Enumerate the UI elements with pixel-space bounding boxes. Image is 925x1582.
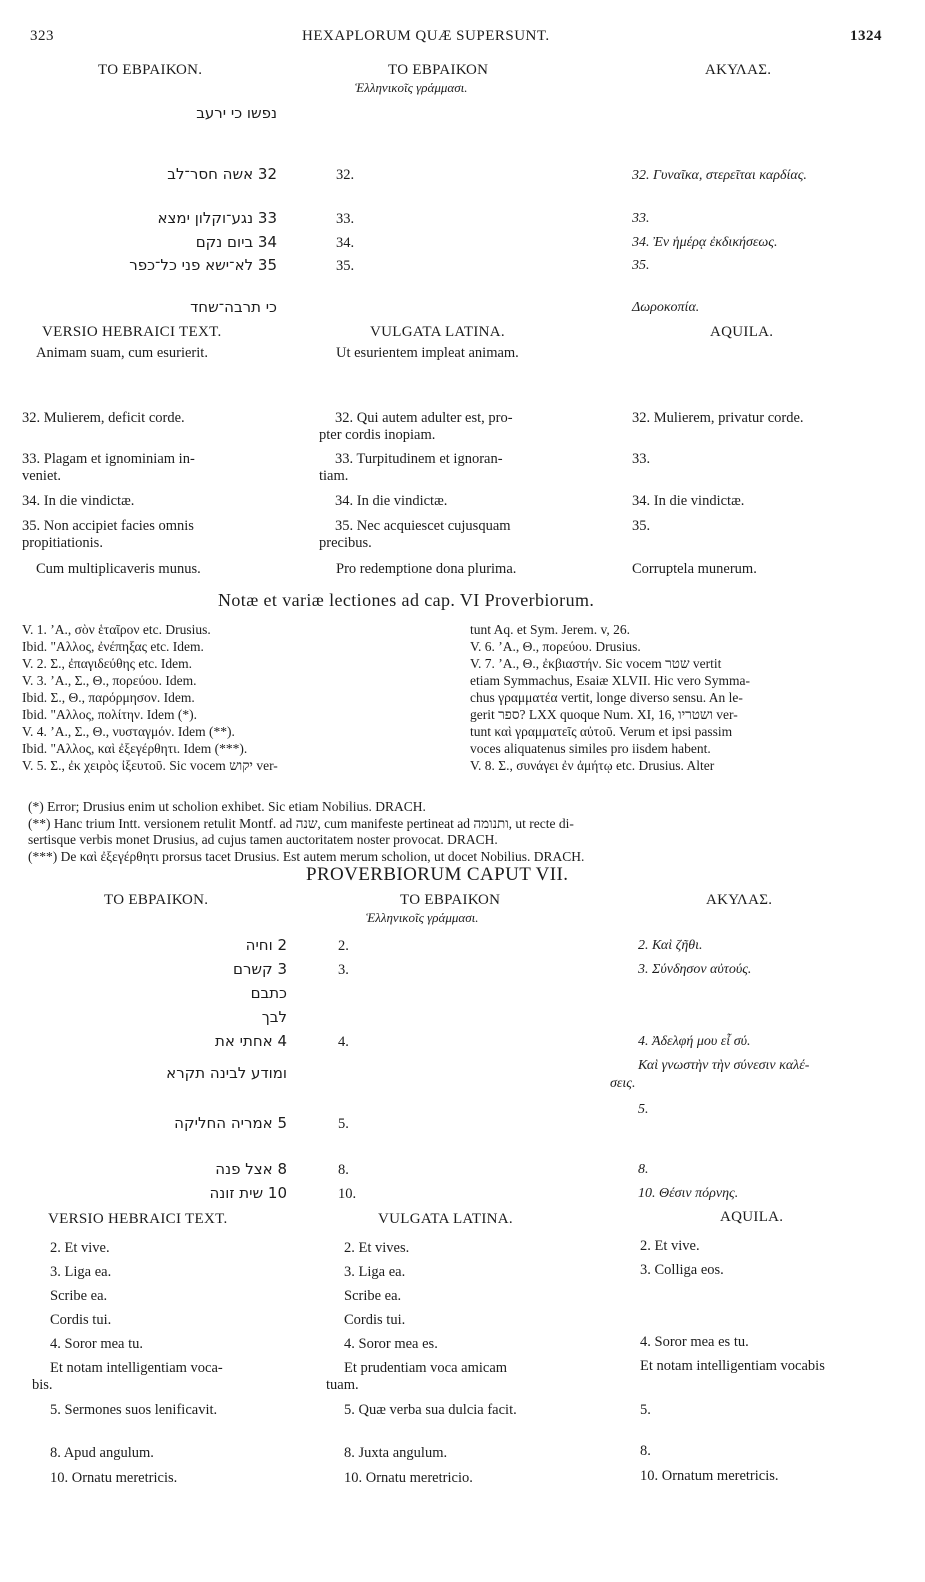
vulgata-line: 10. Ornatu meretricio. — [344, 1470, 473, 1486]
aquila-latin-line: 5. — [640, 1402, 651, 1418]
hebrew-line: 5 אמריה החליקה — [174, 1114, 287, 1132]
hebrew-line: 2 וחיה — [245, 936, 287, 954]
aquila-greek-line: 5. — [638, 1102, 649, 1117]
hebrew-line: 4 אחתי את — [214, 1032, 287, 1050]
page-number-left: 323 — [30, 28, 54, 44]
aquila-greek-line: 4. Ἀδελφή μου εἶ σύ. — [638, 1034, 751, 1049]
notes-left-column — [22, 621, 452, 774]
vulgata-line: Ut esurientem impleat animam. — [336, 345, 519, 361]
aquila-greek-line: 2. Καὶ ζῆθι. — [638, 938, 703, 953]
translit-number: 34. — [336, 235, 355, 251]
versio-line: veniet. — [22, 468, 62, 484]
vulgata-line: precibus. — [319, 535, 372, 551]
latin-head-vulgata: VULGATA LATINA. — [370, 324, 505, 340]
translit-number: 4. — [338, 1034, 349, 1050]
aquila-latin-line: 33. — [632, 451, 651, 467]
hebrew-line: נפשו כי ירעב — [196, 104, 277, 122]
vulgata-line: tuam. — [326, 1377, 359, 1393]
aquila-greek-line: 32. Γυναῖκα, στερεῖται καρδίας. — [632, 168, 807, 183]
translit-number: 10. — [338, 1186, 357, 1202]
latin-head-aquila: AQUILA. — [720, 1209, 784, 1225]
aquila-greek-line: 33. — [632, 211, 650, 226]
vulgata-line: Cordis tui. — [344, 1312, 406, 1328]
hebrew-line: ומודע לבינה תקרא — [166, 1064, 287, 1082]
versio-line: Animam suam, cum esurierit. — [36, 345, 208, 361]
aquila-greek-line: 8. — [638, 1162, 649, 1177]
versio-line: 10. Ornatu meretricis. — [50, 1470, 178, 1486]
note-line: Ibid. "Αλλος, καὶ ἐξεγέρθητι. Idem (***). — [22, 741, 248, 756]
versio-line: Scribe ea. — [50, 1288, 108, 1304]
aquila-greek-line: 35. — [632, 258, 650, 273]
col-head-translit-sub: Ἑλληνικοῖς γράμμασι. — [366, 910, 479, 925]
aquila-greek-line: Δωροκοπία. — [632, 300, 700, 315]
footnotes — [28, 799, 908, 865]
translit-number: 5. — [338, 1116, 349, 1132]
hebrew-line: 32 אשה חסר־לב — [167, 165, 277, 183]
col-head-aquila: ΑΚΥΛΑΣ. — [706, 892, 773, 908]
running-title: HEXAPLORUM QUÆ SUPERSUNT. — [302, 28, 550, 44]
vulgata-line: 35. Nec acquiescet cujusquam — [335, 518, 511, 534]
col-head-hebrew: ΤΟ ΕΒΡΑΙΚΟΝ. — [98, 62, 203, 78]
note-line: V. 4. ’Α., Σ., Θ., νυσταγμόν. Idem (**). — [22, 724, 235, 739]
hebrew-line: 3 קשרם — [232, 960, 287, 978]
hebrew-line: כי תרבה־שחד — [190, 298, 277, 316]
note-line: tunt Aq. et Sym. Jerem. v, 26. — [470, 622, 630, 637]
versio-line: 4. Soror mea tu. — [50, 1336, 144, 1352]
aquila-latin-line: 34. In die vindictæ. — [632, 493, 745, 509]
vulgata-line: 33. Turpitudinem et ignoran- — [335, 451, 503, 467]
notes-title: Notæ et variæ lectiones ad cap. VI Proverbiorum. — [218, 590, 595, 610]
col-head-translit: ΤΟ ΕΒΡΑΙΚΟΝ — [388, 62, 489, 78]
aquila-latin-line: 3. Colliga eos. — [640, 1262, 724, 1278]
aquila-greek-line: Καὶ γνωστὴν τὴν σύνεσιν καλέ- — [638, 1058, 810, 1073]
versio-line: 8. Apud angulum. — [50, 1445, 154, 1461]
col-head-translit-sub: Ἑλληνικοῖς γράμμασι. — [355, 80, 468, 95]
vulgata-line: Scribe ea. — [344, 1288, 402, 1304]
versio-line: 2. Et vive. — [50, 1240, 110, 1256]
note-line: etiam Symmachus, Esaiæ XLVII. Hic vero Symma- — [470, 673, 750, 688]
hebrew-line: 34 ביום נקם — [195, 233, 277, 251]
versio-line: Cum multiplicaveris munus. — [36, 561, 201, 577]
versio-line: Cordis tui. — [50, 1312, 112, 1328]
chapter-title: PROVERBIORUM CAPUT VII. — [306, 864, 569, 885]
aquila-latin-line: 35. — [632, 518, 651, 534]
versio-line: 32. Mulierem, deficit corde. — [22, 410, 185, 426]
versio-line: 35. Non accipiet facies omnis — [22, 518, 194, 534]
hebrew-line: 35 לא־ישא פני כל־כפר — [129, 256, 277, 274]
col-head-aquila: ΑΚΥΛΑΣ. — [705, 62, 772, 78]
col-head-hebrew: ΤΟ ΕΒΡΑΙΚΟΝ. — [104, 892, 209, 908]
versio-line: 33. Plagam et ignominiam in- — [22, 451, 195, 467]
notes-right-column — [470, 621, 910, 774]
translit-number: 2. — [338, 938, 349, 954]
note-line: V. 1. ’Α., σὸν ἑταῖρον etc. Drusius. — [22, 622, 211, 637]
note-line: Ibid. "Αλλος, πολίτην. Idem (*). — [22, 707, 198, 722]
hebrew-line: כתבם — [250, 984, 287, 1002]
vulgata-line: 8. Juxta angulum. — [344, 1445, 448, 1461]
aquila-greek-line: σεις. — [610, 1076, 636, 1091]
note-line: V. 8. Σ., συνάγει ἐν ἀμήτῳ etc. Drusius. Alter — [470, 758, 715, 773]
note-line: V. 5. Σ., ἐκ χειρὸς ἰξευτοῦ. Sic vocem יקוש ver- — [22, 758, 278, 773]
hebrew-line: 10 שית זונה — [209, 1184, 287, 1202]
vulgata-line: 5. Quæ verba sua dulcia facit. — [344, 1402, 517, 1418]
vulgata-line: 34. In die vindictæ. — [335, 493, 448, 509]
vulgata-line: 32. Qui autem adulter est, pro- — [335, 410, 513, 426]
vulgata-line: 4. Soror mea es. — [344, 1336, 438, 1352]
hebrew-line: 33 נגע־וקלון ימצא — [157, 209, 277, 227]
aquila-latin-line: 32. Mulierem, privatur corde. — [632, 410, 804, 426]
aquila-greek-line: 34. Ἐν ἡμέρᾳ ἐκδικήσεως. — [632, 235, 778, 250]
aquila-greek-line: 10. Θέσιν πόρνης. — [638, 1186, 739, 1201]
latin-head-vulgata: VULGATA LATINA. — [378, 1211, 513, 1227]
aquila-latin-line: 8. — [640, 1443, 651, 1459]
aquila-latin-line: 4. Soror mea es tu. — [640, 1334, 749, 1350]
latin-head-versio: VERSIO HEBRAICI TEXT. — [42, 324, 222, 340]
latin-head-aquila: AQUILA. — [710, 324, 774, 340]
note-line: Ibid. "Αλλος, ἐνέπηξας etc. Idem. — [22, 639, 204, 654]
translit-number: 3. — [338, 962, 349, 978]
versio-line: bis. — [32, 1377, 53, 1393]
aquila-greek-line: 3. Σύνδησον αὐτούς. — [638, 962, 752, 977]
note-line: chus γραμματέα vertit, longe diverso sensu. An le- — [470, 690, 743, 705]
hebrew-line: לבך — [261, 1008, 287, 1026]
versio-line: 34. In die vindictæ. — [22, 493, 135, 509]
note-line: V. 6. ’Α., Θ., πορεύου. Drusius. — [470, 639, 641, 654]
translit-number: 32. — [336, 167, 355, 183]
footnote-line: (**) Hanc trium Intt. versionem retulit Montf. ad שנה, cum manifeste pertineat ad ותנומה, ut recte di- — [28, 815, 574, 831]
aquila-latin-line: 10. Ornatum meretricis. — [640, 1468, 779, 1484]
footnote-line: (***) De καὶ ἐξεγέρθητι prorsus tacet Drusius. Est autem merum scholion, ut docet Nobilius. DRACH. — [28, 848, 585, 864]
footnote-line: sertisque verbis monet Drusius, ad cujus tamen auctoritatem noster provocat. DRACH. — [28, 832, 498, 847]
hebrew-line: 8 אצל פנה — [215, 1160, 287, 1178]
note-line: V. 7. ’Α., Θ., ἐκβιαστήν. Sic vocem שטר vertit — [470, 656, 722, 671]
translit-number: 35. — [336, 258, 355, 274]
col-head-translit: ΤΟ ΕΒΡΑΙΚΟΝ — [400, 892, 501, 908]
versio-line: 5. Sermones suos lenificavit. — [50, 1402, 218, 1418]
translit-number: 33. — [336, 211, 355, 227]
note-line: V. 3. ’Α., Σ., Θ., πορεύου. Idem. — [22, 673, 197, 688]
footnote-line: (*) Error; Drusius enim ut scholion exhibet. Sic etiam Nobilius. DRACH. — [28, 799, 426, 814]
latin-head-versio: VERSIO HEBRAICI TEXT. — [48, 1211, 228, 1227]
versio-line: 3. Liga ea. — [50, 1264, 112, 1280]
translit-number: 8. — [338, 1162, 349, 1178]
vulgata-line: pter cordis inopiam. — [319, 427, 436, 443]
vulgata-line: Et prudentiam voca amicam — [344, 1360, 508, 1376]
vulgata-line: 3. Liga ea. — [344, 1264, 406, 1280]
vulgata-line: tiam. — [319, 468, 349, 484]
vulgata-line: Pro redemptione dona plurima. — [336, 561, 517, 577]
note-line: V. 2. Σ., ἐπαγιδεύθης etc. Idem. — [22, 656, 192, 671]
note-line: gerit ספר? LXX quoque Num. XI, 16, ושטריו ver- — [470, 707, 738, 722]
aquila-latin-line: Et notam intelligentiam vocabis — [640, 1358, 825, 1374]
note-line: Ibid. Σ., Θ., παρόρμησον. Idem. — [22, 690, 195, 705]
aquila-latin-line: 2. Et vive. — [640, 1238, 700, 1254]
note-line: voces aliquatenus similes pro iisdem habent. — [470, 741, 711, 756]
page-number-right: 1324 — [850, 28, 882, 44]
aquila-latin-line: Corruptela munerum. — [632, 561, 757, 577]
versio-line: Et notam intelligentiam voca- — [50, 1360, 223, 1376]
note-line: tunt καὶ γραμματεῖς αὐτοῦ. Verum et ipsi passim — [470, 724, 733, 739]
versio-line: propitiationis. — [22, 535, 103, 551]
vulgata-line: 2. Et vives. — [344, 1240, 410, 1256]
